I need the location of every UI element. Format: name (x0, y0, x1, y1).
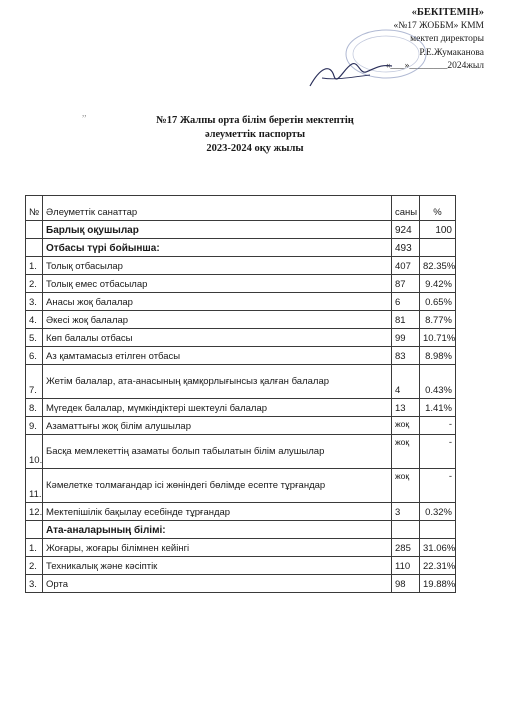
table-row (26, 503, 456, 521)
pencil-marks: ,, (82, 108, 87, 118)
table-row (26, 347, 456, 365)
row-category: Аз қамтамасыз етілген отбасы (43, 347, 392, 365)
approval-position: мектеп директоры (410, 34, 484, 44)
row-percent: 0.65% (420, 293, 456, 311)
table-row (26, 399, 456, 417)
approval-date: «___»________2024жыл (385, 61, 484, 71)
row-number: 12. (26, 503, 43, 521)
row-category: Толық отбасылар (43, 257, 392, 275)
row-category: Толық емес отбасылар (43, 275, 392, 293)
table-row (26, 575, 456, 593)
heading-year: 2023-2024 оқу жылы (206, 143, 304, 154)
table-row (26, 435, 456, 469)
row-count: 407 (392, 257, 420, 275)
row-count: 99 (392, 329, 420, 347)
row-count: 3 (392, 503, 420, 521)
row-number: 6. (26, 347, 43, 365)
row-percent: - (420, 435, 456, 469)
document-heading (0, 114, 510, 156)
approval-title: «БЕКІТЕМІН» (411, 7, 484, 18)
row-number: 3. (26, 575, 43, 593)
table-row (26, 417, 456, 435)
row-count: 87 (392, 275, 420, 293)
table-row (26, 521, 456, 539)
table-row (26, 311, 456, 329)
row-percent (420, 239, 456, 257)
row-count: 6 (392, 293, 420, 311)
row-percent: 1.41% (420, 399, 456, 417)
table-row (26, 329, 456, 347)
table-row (26, 275, 456, 293)
heading-title: әлеуметтік паспорты (204, 129, 306, 140)
table-row (26, 469, 456, 503)
row-percent: 19.88% (420, 575, 456, 593)
row-number: 9. (26, 417, 43, 435)
social-passport-table (25, 195, 456, 593)
row-percent: 10.71% (420, 329, 456, 347)
row-category: Жоғары, жоғары білімнен кейінгі (43, 539, 392, 557)
row-count: 83 (392, 347, 420, 365)
row-number: 1. (26, 539, 43, 557)
header-pct: % (420, 196, 456, 221)
row-count: 924 (392, 221, 420, 239)
row-count: 493 (392, 239, 420, 257)
row-category: Техникалық және кәсіптік (43, 557, 392, 575)
row-count: 81 (392, 311, 420, 329)
row-category: Анасы жоқ балалар (43, 293, 392, 311)
row-number: 10. (26, 435, 43, 469)
row-percent: 8.77% (420, 311, 456, 329)
row-percent: 0.43% (420, 365, 456, 399)
table-row (26, 365, 456, 399)
row-percent: 100 (420, 221, 456, 239)
row-category: Орта (43, 575, 392, 593)
row-category: Әкесі жоқ балалар (43, 311, 392, 329)
approval-director-name: Р.Е.Жумаканова (419, 47, 484, 58)
row-count: жоқ (392, 469, 420, 503)
row-number: 2. (26, 275, 43, 293)
row-number: 4. (26, 311, 43, 329)
row-count: 285 (392, 539, 420, 557)
row-percent: 31.06% (420, 539, 456, 557)
header-count: саны (392, 196, 420, 221)
approval-block (284, 6, 484, 74)
row-category: Мектепішілік бақылау есебінде тұрғандар (43, 503, 392, 521)
row-category: Мүгедек балалар, мүмкіндіктері шектеулі балалар (43, 399, 392, 417)
row-count (392, 521, 420, 539)
table-row (26, 293, 456, 311)
row-category: Жетім балалар, ата-анасының қамқорлығынсыз қалған балалар (43, 365, 392, 399)
row-number: 1. (26, 257, 43, 275)
row-percent: 8.98% (420, 347, 456, 365)
row-number: 8. (26, 399, 43, 417)
row-number (26, 521, 43, 539)
row-category: Басқа мемлекеттің азаматы болып табылатын білім алушылар (43, 435, 392, 469)
table-header-row (26, 196, 456, 221)
row-number: 5. (26, 329, 43, 347)
row-category: Азаматтығы жоқ білім алушылар (43, 417, 392, 435)
row-percent: 22.31% (420, 557, 456, 575)
table-row (26, 239, 456, 257)
row-category: Көп балалы отбасы (43, 329, 392, 347)
row-percent: 82.35% (420, 257, 456, 275)
header-num: № (26, 196, 43, 221)
table-row (26, 557, 456, 575)
row-number: 3. (26, 293, 43, 311)
row-count: жоқ (392, 417, 420, 435)
row-number (26, 221, 43, 239)
row-number (26, 239, 43, 257)
table-row (26, 221, 456, 239)
table-row (26, 539, 456, 557)
row-count: 4 (392, 365, 420, 399)
row-percent: - (420, 417, 456, 435)
row-category: Барлық оқушылар (43, 221, 392, 239)
row-percent (420, 521, 456, 539)
row-percent: 9.42% (420, 275, 456, 293)
row-number: 2. (26, 557, 43, 575)
row-count: жоқ (392, 435, 420, 469)
heading-school: №17 Жалпы орта білім беретін мектептің (156, 115, 354, 126)
row-count: 13 (392, 399, 420, 417)
row-percent: 0.32% (420, 503, 456, 521)
row-category: Отбасы түрі бойынша: (43, 239, 392, 257)
row-count: 98 (392, 575, 420, 593)
table-row (26, 257, 456, 275)
row-number: 7. (26, 365, 43, 399)
row-percent: - (420, 469, 456, 503)
approval-school: «№17 ЖОББМ» КММ (393, 20, 484, 31)
header-category: Әлеуметтік санаттар (43, 196, 392, 221)
row-number: 11. (26, 469, 43, 503)
row-category: Кәмелетке толмағандар ісі жөніндегі бөлімде есепте тұрғандар (43, 469, 392, 503)
row-count: 110 (392, 557, 420, 575)
row-category: Ата-аналарының білімі: (43, 521, 392, 539)
